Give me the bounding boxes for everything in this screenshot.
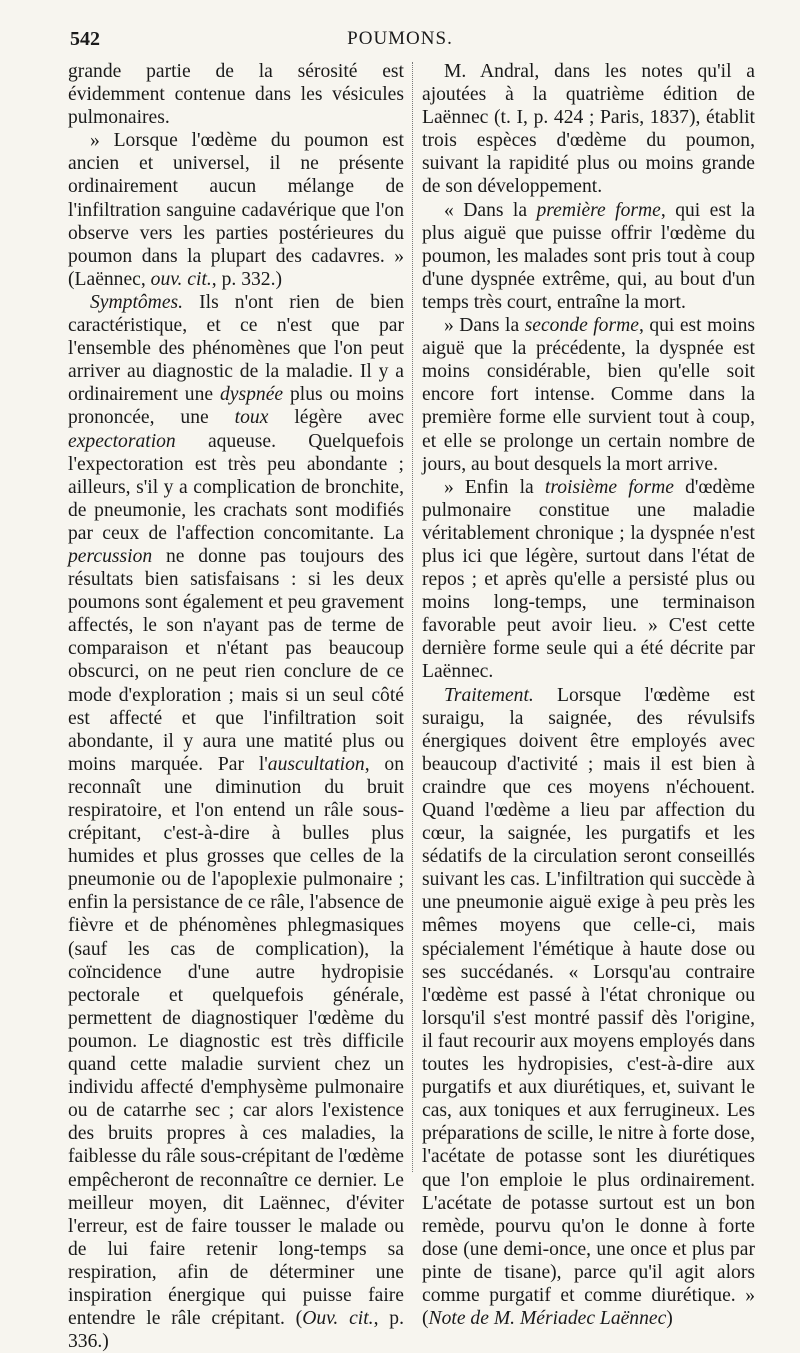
section-label: Traitement. xyxy=(444,684,534,706)
page-number: 542 xyxy=(70,28,100,50)
paragraph: grande partie de la sérosité est évidemment contenue dans les vésicules pulmonaires. xyxy=(68,61,404,129)
citation: ouv. cit. xyxy=(150,268,212,290)
citation: Note de M. Mériadec Laënnec xyxy=(428,1308,667,1330)
running-head: POUMONS. xyxy=(347,28,453,49)
column-divider xyxy=(412,62,413,1172)
symptoms-paragraph: Symptômes. Ils n'ont rien de bien caractéristique, et ce n'est que par l'ensemble des phénomènes que l'on peut arriver au diagnostic de la maladie. Il y a ordinairement une dyspnée plus ou moins prononcée, une toux légère avec expectoration aqueuse. Quelquefois l'expectoration est très peu abondante ; ailleurs, s'il y a complication de bronchite, de pneumonie, les crachats sont modifiés par ceux de l'affection concomitante. La percussion ne donne pas toujours des résultats bien satisfaisans : si les deux poumons sont également et peu gravement affectés, le son n'ayant pas de terme de comparaison et n'étant pas beaucoup obscurci, on ne peut rien conclure de ce mode d'exploration ; mais si un seul côté est affecté et que l'infiltration soit abondante, il y aura une matité plus ou moins marquée. Par l'auscultation, on reconnaît une diminution du bruit respiratoire, et l'on entend un râle sous-crépitant, c'est-à-dire à bulles plus humides et plus grosses que celles de la pneumonie ou de l'apoplexie pulmonaire ; enfin la persistance de ce râle, l'absence de fièvre et de phénomènes phlegmasiques (sauf les cas de complication), la coïncidence d'une autre hydropisie pectorale et quelquefois générale, permettent de diagnostiquer l'œdème du poumon. Le diagnostic est très difficile quand cette maladie survient chez un individu affecté d'emphysème pulmonaire ou de catarrhe sec ; car alors l'existence des bruits propres à ces maladies, la faiblesse du râle sous-crépitant de l'œdème empêcheront de reconnaître ce dernier. Le meilleur moyen, dit Laënnec, d'éviter l'erreur, est de faire tousser le malade ou de lui faire retenir long-temps sa respiration, afin de déterminer une inspiration énergique qui puisse faire entendre le râle crépitant. (Ouv. cit., p. 336.) xyxy=(68,291,404,1353)
right-column xyxy=(422,60,755,1330)
citation: Ouv. cit. xyxy=(302,1308,374,1330)
treatment-paragraph: Traitement. Lorsque l'œdème est suraigu, la saignée, des révulsifs énergiques doivent être employés avec beaucoup d'activité ; mais il est bien à craindre que ces moyens n'échouent. Quand l'œdème a lieu par affection du cœur, la saignée, les purgatifs et les sédatifs de la circulation seront conseillés suivant les cas. L'infiltration qui succède à une pneumonie aiguë exige à peu près les mêmes moyens que celle-ci, mais spécialement l'émétique à haute dose ou ses succédanés. « Lorsqu'au contraire l'œdème est passé à l'état chronique ou lorsqu'il s'est montré passif dès l'origine, il faut recourir aux moyens employés dans toutes les hydropisies, c'est-à-dire aux purgatifs et aux diurétiques, et, suivant le cas, aux toniques et aux ferrugineux. Les préparations de scille, le nitre à forte dose, l'acétate de potasse sont les diurétiques que l'on emploie le plus ordinairement. L'acétate de potasse surtout est un bon remède, pourvu qu'on le donne à forte dose (une demi-once, une once et plus par pinte de tisane), parce qu'il agit alors comme purgatif et comme diurétique. » (Note de M. Mériadec Laënnec) xyxy=(422,684,755,1330)
paragraph: M. Andral, dans les notes qu'il a ajoutées à la quatrième édition de Laënnec (t. I, p. 424 ; Paris, 1837), établit trois espèces d'œdème du poumon, suivant la rapidité plus ou moins grande de son développement. xyxy=(422,61,755,198)
left-column xyxy=(68,60,404,1353)
paragraph: » Dans la seconde forme, qui est moins aiguë que la précédente, la dyspnée est moins considérable, bien qu'elle soit encore fort intense. Comme dans la première forme elle survient tout à coup, et elle se prolonge un certain nombre de jours, au bout desquels la mort arrive. xyxy=(422,315,755,475)
paragraph: » Lorsque l'œdème du poumon est ancien et universel, il ne présente ordinairement aucun mélange de l'infiltration sanguine cadavérique que l'on observe vers les parties postérieures du poumon dans la plupart des cadavres. » (Laënnec, ouv. cit., p. 332.) xyxy=(68,130,404,290)
page-header xyxy=(70,28,730,58)
paragraph: « Dans la première forme, qui est la plus aiguë que puisse offrir l'œdème du poumon, les malades sont pris tout à coup d'une dyspnée extrême, qui, au bout d'un temps très court, entraîne la mort. xyxy=(422,199,755,313)
section-label: Symptômes. xyxy=(90,291,184,313)
paragraph: » Enfin la troisième forme d'œdème pulmonaire constitue une maladie véritablement chronique ; la dyspnée n'est plus ici que légère, surtout dans l'état de repos ; et après qu'elle a persisté plus ou moins long-temps, une terminaison favorable peut avoir lieu. » C'est cette dernière forme seule qui a été décrite par Laënnec. xyxy=(422,476,755,683)
